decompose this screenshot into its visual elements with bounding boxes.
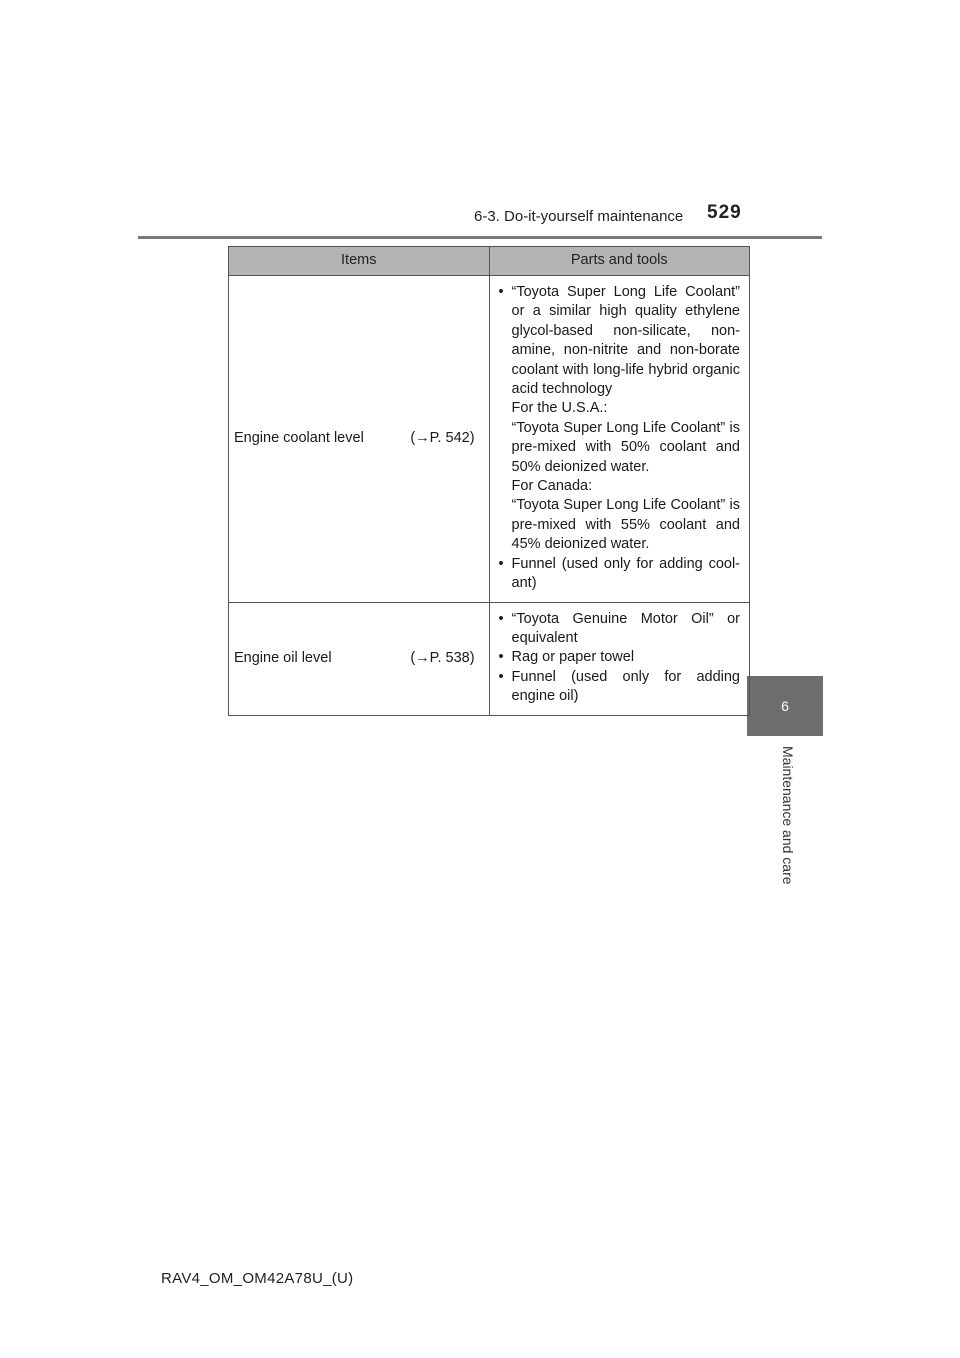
list-item <box>498 555 740 594</box>
column-header-parts-and-tools: Parts and tools <box>489 247 749 276</box>
canada-label: For Canada: <box>511 478 593 495</box>
maintenance-table <box>228 246 750 716</box>
page-reference: (→P. 542) <box>410 430 475 447</box>
canada-text: “Toyota Super Long Life Coolant” is pre-mixed with 55% coolant and 45% deionized water. <box>511 497 740 553</box>
item-cell <box>229 602 490 715</box>
list-item <box>498 668 740 707</box>
tools-cell <box>489 602 749 715</box>
page-number: 529 <box>707 202 742 223</box>
tools-list <box>490 276 749 602</box>
coolant-description: • “Toyota Super Long Life Coolant” or a similar high quality ethylene glycol-based non-silicate, non-amine, non-nitrite and non-borate coolant with long-life hybrid organic acid technology <box>511 284 740 398</box>
page-reference: (→P. 538) <box>410 649 475 666</box>
list-item <box>498 610 740 649</box>
tool-text: Funnel (used only for adding engine oil) <box>511 668 740 705</box>
list-item <box>498 283 740 555</box>
tools-cell <box>489 276 749 603</box>
tool-text: Rag or paper towel <box>511 649 635 666</box>
section-title: 6-3. Do-it-yourself maintenance <box>474 208 684 225</box>
chapter-tab <box>747 676 823 736</box>
item-cell <box>229 276 490 603</box>
tools-list <box>490 603 749 715</box>
tool-text: “Toyota Genuine Motor Oil” or equivalent <box>511 610 740 646</box>
table-row <box>229 276 750 603</box>
page-header <box>138 200 822 239</box>
table-row <box>229 602 750 715</box>
item-name: Engine oil level <box>234 649 332 666</box>
list-item <box>498 648 740 667</box>
usa-label: For the U.S.A.: <box>511 400 608 417</box>
chapter-number: 6 <box>781 698 789 714</box>
usa-text: “Toyota Super Long Life Coolant” is pre-mixed with 50% coolant and 50% deionized water. <box>511 419 740 475</box>
chapter-title: Maintenance and care <box>780 746 796 885</box>
column-header-items: Items <box>229 247 490 276</box>
document-code: RAV4_OM_OM42A78U_(U) <box>161 1270 354 1287</box>
item-name: Engine coolant level <box>234 430 364 447</box>
table-header-row <box>229 247 750 276</box>
tool-text: Funnel (used only for adding cool-ant) <box>511 555 740 592</box>
